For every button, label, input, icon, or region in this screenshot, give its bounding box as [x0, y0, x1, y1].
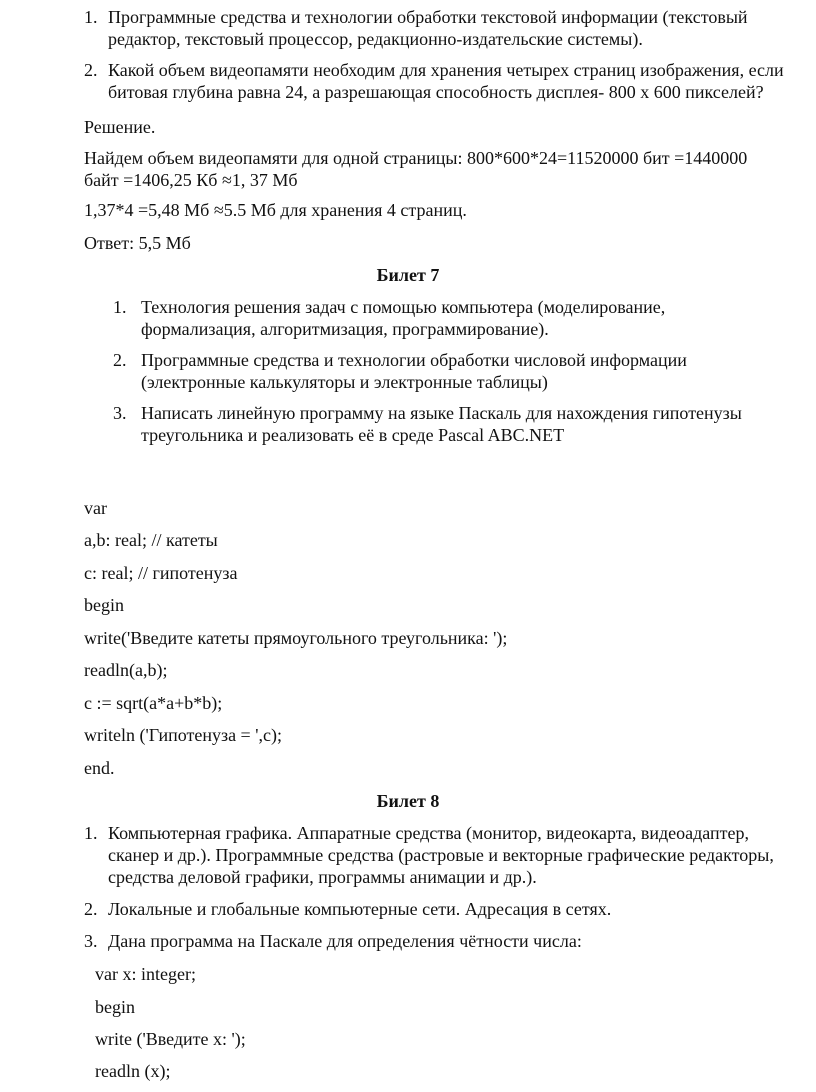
list-item-line: Какой объем видеопамяти необходим для хранения четырех страниц изображения, если	[108, 60, 784, 80]
list-item-line: редактор, текстовый процессор, редакционно-издательские системы).	[108, 29, 643, 49]
list-item	[84, 898, 784, 920]
list-number: 1.	[113, 297, 127, 317]
ticket-7-title: Билет 7	[376, 265, 440, 285]
list-item-line: (электронные калькуляторы и электронные таблицы)	[141, 372, 548, 392]
ticket-8-title: Билет 8	[376, 791, 440, 811]
list-item-line: Технология решения задач с помощью компьютера (моделирование,	[141, 297, 666, 317]
code-line: write ('Введите x: ');	[95, 1029, 246, 1049]
code-line: begin	[84, 595, 124, 615]
list-number: 1.	[84, 823, 98, 843]
code-line: writeln ('Гипотенуза = ',c);	[84, 725, 282, 745]
list-item-line: Написать линейную программу на языке Паскаль для нахождения гипотенузы	[141, 403, 742, 423]
calculation-paragraph	[84, 147, 784, 191]
list-number: 2.	[84, 899, 98, 919]
calculation-line: байт =1406,25 Кб ≈1, 37 Мб	[84, 170, 298, 190]
list-number: 2.	[84, 60, 98, 80]
list-item-line: Локальные и глобальные компьютерные сети. Адресация в сетях.	[108, 899, 612, 919]
list-item-line: треугольника и реализовать её в среде Pascal ABC.NET	[141, 425, 565, 445]
calculation-total: 1,37*4 =5,48 Мб ≈5.5 Мб для хранения 4 страниц.	[84, 200, 467, 220]
list-item-line: Компьютерная графика. Аппаратные средства (монитор, видеокарта, видеоадаптер,	[108, 823, 749, 843]
code-line: readln(a,b);	[84, 660, 168, 680]
list-number: 3.	[113, 403, 127, 423]
list-item	[84, 6, 784, 50]
list-item-line: формализация, алгоритмизация, программирование).	[141, 319, 549, 339]
code-line: write('Введите катеты прямоугольного треугольника: ');	[84, 628, 508, 648]
list-item	[84, 59, 799, 103]
answer-line: Ответ: 5,5 Мб	[84, 233, 191, 253]
code-line: c: real; // гипотенуза	[84, 563, 238, 583]
code-line: begin	[95, 997, 135, 1017]
list-item	[113, 296, 793, 340]
code-line: readln (x);	[95, 1061, 171, 1081]
list-item	[113, 349, 793, 393]
list-number: 1.	[84, 7, 98, 27]
list-item	[113, 402, 793, 446]
list-number: 3.	[84, 931, 98, 951]
list-item	[84, 930, 784, 952]
list-item-line: средства деловой графики, программы анимации и др.).	[108, 867, 537, 887]
code-line: c := sqrt(a*a+b*b);	[84, 693, 223, 713]
calculation-line: Найдем объем видеопамяти для одной страницы: 800*600*24=11520000 бит =1440000	[84, 148, 748, 168]
list-item-line: битовая глубина равна 24, а разрешающая способность дисплея- 800 х 600 пикселей?	[108, 82, 764, 102]
list-item	[84, 822, 799, 888]
list-item-line: Программные средства и технологии обработки текстовой информации (текстовый	[108, 7, 748, 27]
solution-label: Решение.	[84, 117, 156, 137]
code-line: a,b: real; // катеты	[84, 530, 218, 550]
list-item-line: Дана программа на Паскале для определения чётности числа:	[108, 931, 582, 951]
code-line: var	[84, 498, 107, 518]
list-item-line: сканер и др.). Программные средства (растровые и векторные графические редакторы,	[108, 845, 774, 865]
code-line: var x: integer;	[95, 964, 196, 984]
code-line: end.	[84, 758, 115, 778]
list-number: 2.	[113, 350, 127, 370]
list-item-line: Программные средства и технологии обработки числовой информации	[141, 350, 687, 370]
